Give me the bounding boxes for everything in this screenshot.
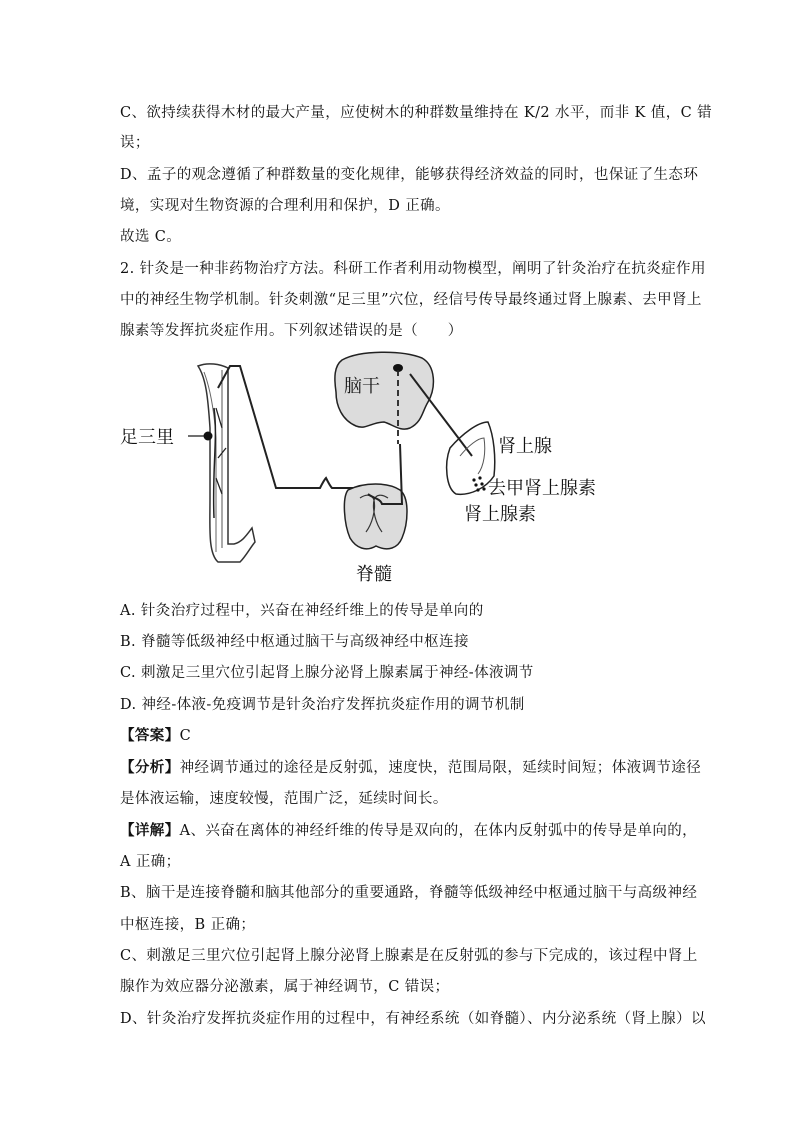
detail-line (120, 821, 697, 841)
previous-answer: 故选 C。 (120, 229, 182, 245)
option-d-line: D、孟子的观念遵循了种群数量的变化规律，能够获得经济效益的同时，也保证了生态环 (120, 167, 699, 183)
adrenal-gland-label: 肾上腺 (498, 436, 552, 457)
detail-line: B、脑干是连接脊髓和脑其他部分的重要通路，脊髓等低级神经中枢通过脑干与高级神经 (120, 885, 698, 901)
detail-tag: 【详解】 (120, 822, 180, 839)
analysis-tag: 【分析】 (120, 759, 180, 776)
norepinephrine-label: 去甲肾上腺素 (488, 478, 596, 499)
option-c: C. 刺激足三里穴位引起肾上腺分泌肾上腺素属于神经-体液调节 (120, 665, 534, 681)
spinal-cord-label: 脊髓 (356, 564, 392, 585)
question-stem: 中的神经生物学机制。针灸刺激“足三里”穴位，经信号传导最终通过肾上腺素、去甲肾上 (120, 292, 702, 308)
option-c-line: C、欲持续获得木材的最大产量，应使树木的种群数量维持在 K/2 水平，而非 K 值，C 错 (120, 105, 713, 121)
detail-line: 腺作为效应器分泌激素，属于神经调节，C 错误； (120, 979, 450, 995)
answer-value: C (179, 728, 192, 744)
epinephrine-label: 肾上腺素 (464, 504, 536, 525)
analysis-line: 是体液运输，速度较慢，范围广泛，延续时间长。 (120, 791, 448, 807)
spinal-cord-shape (344, 484, 407, 549)
zusanli-label: 足三里 (120, 427, 174, 448)
detail-line: C、刺激足三里穴位引起肾上腺分泌肾上腺素是在反射弧的参与下完成的，该过程中肾上 (120, 948, 698, 964)
analysis-line (120, 758, 701, 778)
norepinephrine-dots (472, 476, 485, 491)
option-c-line: 误； (120, 135, 150, 151)
detail-line: D、针灸治疗发挥抗炎症作用的过程中，有神经系统（如脊髓）、内分泌系统（肾上腺）以 (120, 1011, 706, 1027)
detail-line: A 正确； (120, 854, 181, 870)
leg-outline (198, 364, 255, 562)
answer-tag: 【答案】 (120, 727, 180, 744)
detail-text: A、兴奋在离体的神经纤维的传导是双向的，在体内反射弧中的传导是单向的， (179, 823, 698, 839)
zusanli-point (204, 432, 213, 441)
option-b: B. 脊髓等低级神经中枢通过脑干与高级神经中枢连接 (120, 634, 469, 650)
analysis-text: 神经调节通过的途径是反射弧，速度快，范围局限，延续时间短；体液调节途径 (179, 760, 702, 776)
option-a: A. 针灸治疗过程中，兴奋在神经纤维上的传导是单向的 (120, 603, 484, 619)
question-stem: 腺素等发挥抗炎症作用。下列叙述错误的是（ ） (120, 323, 463, 339)
acupuncture-diagram (110, 348, 630, 593)
brainstem-label: 脑干 (344, 376, 380, 397)
option-d-line: 境，实现对生物资源的合理利用和保护，D 正确。 (120, 198, 450, 214)
answer-line (120, 726, 191, 746)
option-d: D. 神经-体液-免疫调节是针灸治疗发挥抗炎症作用的调节机制 (120, 697, 525, 713)
question-stem: 2. 针灸是一种非药物治疗方法。科研工作者利用动物模型，阐明了针灸治疗在抗炎症作用 (120, 261, 706, 277)
detail-line: 中枢连接，B 正确； (120, 917, 256, 933)
